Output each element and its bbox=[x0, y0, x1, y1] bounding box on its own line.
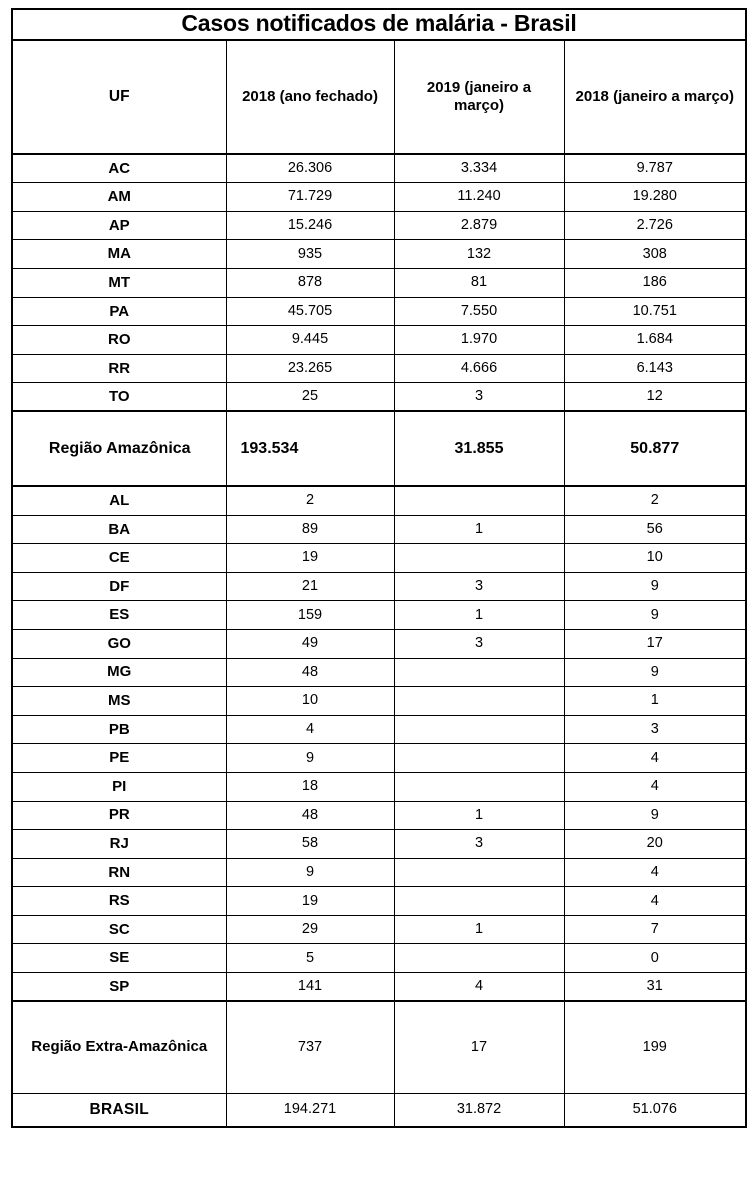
cell-uf: RO bbox=[12, 326, 226, 355]
cell-2018-ano-fechado: 45.705 bbox=[226, 297, 394, 326]
cell-2018-ano-fechado: 48 bbox=[226, 658, 394, 687]
cell-2018-ano-fechado: 9 bbox=[226, 744, 394, 773]
cell-2018-ano-fechado: 4 bbox=[226, 715, 394, 744]
subtotal-label-amazonica: Região Amazônica bbox=[12, 411, 226, 486]
table-row bbox=[12, 915, 746, 944]
cell-2019-jan-mar: 4 bbox=[394, 973, 564, 1002]
cell-2018-jan-mar: 9 bbox=[564, 572, 746, 601]
subtotal-extra-amazonica-2018-fechado: 737 bbox=[226, 1001, 394, 1093]
cell-uf: MA bbox=[12, 240, 226, 269]
cell-2019-jan-mar: 81 bbox=[394, 269, 564, 298]
cell-2018-jan-mar: 3 bbox=[564, 715, 746, 744]
table-row bbox=[12, 744, 746, 773]
cell-2019-jan-mar bbox=[394, 486, 564, 515]
cell-2018-ano-fechado: 49 bbox=[226, 629, 394, 658]
cell-2019-jan-mar bbox=[394, 887, 564, 916]
table-row bbox=[12, 240, 746, 269]
cell-uf: DF bbox=[12, 572, 226, 601]
cell-2019-jan-mar: 1 bbox=[394, 601, 564, 630]
cell-uf: SP bbox=[12, 973, 226, 1002]
cell-2018-jan-mar: 10.751 bbox=[564, 297, 746, 326]
subtotal-amazonica-2019-jan-mar: 31.855 bbox=[394, 411, 564, 486]
cell-2018-jan-mar: 9 bbox=[564, 601, 746, 630]
cell-uf: MS bbox=[12, 687, 226, 716]
cell-2019-jan-mar bbox=[394, 772, 564, 801]
cell-2018-ano-fechado: 9.445 bbox=[226, 326, 394, 355]
cell-2018-ano-fechado: 5 bbox=[226, 944, 394, 973]
cell-2019-jan-mar: 3 bbox=[394, 572, 564, 601]
table-row bbox=[12, 944, 746, 973]
cell-uf: PE bbox=[12, 744, 226, 773]
cell-2018-ano-fechado: 19 bbox=[226, 544, 394, 573]
cell-2018-jan-mar: 7 bbox=[564, 915, 746, 944]
cell-2019-jan-mar: 3 bbox=[394, 629, 564, 658]
cell-2019-jan-mar: 132 bbox=[394, 240, 564, 269]
table-row bbox=[12, 297, 746, 326]
cell-uf: RJ bbox=[12, 830, 226, 859]
table-row bbox=[12, 211, 746, 240]
subtotal-amazonica-2018-jan-mar: 50.877 bbox=[564, 411, 746, 486]
column-header-2018-jan-mar: 2018 (janeiro a março) bbox=[564, 40, 746, 154]
column-header-2019-jan-mar: 2019 (janeiro a março) bbox=[394, 40, 564, 154]
grand-total-label: BRASIL bbox=[12, 1093, 226, 1127]
cell-2018-ano-fechado: 9 bbox=[226, 858, 394, 887]
cell-2018-ano-fechado: 71.729 bbox=[226, 183, 394, 212]
cell-2019-jan-mar: 4.666 bbox=[394, 354, 564, 383]
table-row bbox=[12, 269, 746, 298]
cell-2018-jan-mar: 31 bbox=[564, 973, 746, 1002]
cell-2018-jan-mar: 9 bbox=[564, 658, 746, 687]
table-row bbox=[12, 629, 746, 658]
cell-uf: PR bbox=[12, 801, 226, 830]
cell-2019-jan-mar: 1 bbox=[394, 515, 564, 544]
cell-2019-jan-mar: 11.240 bbox=[394, 183, 564, 212]
cell-2018-ano-fechado: 29 bbox=[226, 915, 394, 944]
cell-2018-ano-fechado: 10 bbox=[226, 687, 394, 716]
cell-2018-ano-fechado: 878 bbox=[226, 269, 394, 298]
cell-2019-jan-mar: 3.334 bbox=[394, 154, 564, 183]
subtotal-amazonica-2018-fechado: 193.534 bbox=[226, 411, 394, 486]
cell-uf: AL bbox=[12, 486, 226, 515]
cell-2018-jan-mar: 19.280 bbox=[564, 183, 746, 212]
cell-2019-jan-mar bbox=[394, 715, 564, 744]
grand-total-2018-jan-mar: 51.076 bbox=[564, 1093, 746, 1127]
table-row bbox=[12, 801, 746, 830]
table-row bbox=[12, 772, 746, 801]
cell-uf: GO bbox=[12, 629, 226, 658]
table-body bbox=[12, 9, 746, 1127]
cell-uf: PB bbox=[12, 715, 226, 744]
cell-2019-jan-mar bbox=[394, 544, 564, 573]
cell-2019-jan-mar bbox=[394, 658, 564, 687]
cell-2018-ano-fechado: 89 bbox=[226, 515, 394, 544]
cell-2018-jan-mar: 4 bbox=[564, 858, 746, 887]
cell-2018-ano-fechado: 935 bbox=[226, 240, 394, 269]
table-row bbox=[12, 515, 746, 544]
cell-uf: PA bbox=[12, 297, 226, 326]
cell-2018-ano-fechado: 159 bbox=[226, 601, 394, 630]
cell-2018-ano-fechado: 21 bbox=[226, 572, 394, 601]
cell-uf: AC bbox=[12, 154, 226, 183]
subtotal-extra-amazonica-2018-jan-mar: 199 bbox=[564, 1001, 746, 1093]
table-row bbox=[12, 858, 746, 887]
cell-2018-ano-fechado: 15.246 bbox=[226, 211, 394, 240]
subtotal-label-extra-amazonica: Região Extra-Amazônica bbox=[12, 1001, 226, 1093]
table-row bbox=[12, 658, 746, 687]
table-row bbox=[12, 326, 746, 355]
cell-2018-jan-mar: 308 bbox=[564, 240, 746, 269]
table-title-row bbox=[12, 9, 746, 40]
table-row bbox=[12, 973, 746, 1002]
table-row bbox=[12, 486, 746, 515]
cell-2018-jan-mar: 186 bbox=[564, 269, 746, 298]
cell-2018-ano-fechado: 2 bbox=[226, 486, 394, 515]
cell-2019-jan-mar: 1 bbox=[394, 801, 564, 830]
cell-uf: PI bbox=[12, 772, 226, 801]
cell-2018-ano-fechado: 26.306 bbox=[226, 154, 394, 183]
cell-2019-jan-mar bbox=[394, 944, 564, 973]
cell-uf: MT bbox=[12, 269, 226, 298]
cell-2019-jan-mar: 3 bbox=[394, 383, 564, 412]
cell-uf: AM bbox=[12, 183, 226, 212]
grand-total-2018-fechado: 194.271 bbox=[226, 1093, 394, 1127]
cell-2018-jan-mar: 4 bbox=[564, 887, 746, 916]
cell-2019-jan-mar bbox=[394, 687, 564, 716]
cell-2018-ano-fechado: 58 bbox=[226, 830, 394, 859]
cell-2018-jan-mar: 0 bbox=[564, 944, 746, 973]
cell-2018-ano-fechado: 19 bbox=[226, 887, 394, 916]
column-header-2018-ano-fechado: 2018 (ano fechado) bbox=[226, 40, 394, 154]
cell-2018-jan-mar: 6.143 bbox=[564, 354, 746, 383]
cell-uf: BA bbox=[12, 515, 226, 544]
table-row bbox=[12, 830, 746, 859]
table-row bbox=[12, 887, 746, 916]
cell-2018-jan-mar: 20 bbox=[564, 830, 746, 859]
cell-uf: RN bbox=[12, 858, 226, 887]
cell-uf: SE bbox=[12, 944, 226, 973]
cell-uf: RR bbox=[12, 354, 226, 383]
column-header-uf: UF bbox=[12, 40, 226, 154]
cell-uf: CE bbox=[12, 544, 226, 573]
cell-2018-jan-mar: 1.684 bbox=[564, 326, 746, 355]
cell-2018-jan-mar: 2.726 bbox=[564, 211, 746, 240]
table-row bbox=[12, 687, 746, 716]
grand-total-2019-jan-mar: 31.872 bbox=[394, 1093, 564, 1127]
table-row bbox=[12, 154, 746, 183]
cell-2018-ano-fechado: 141 bbox=[226, 973, 394, 1002]
cell-2018-ano-fechado: 18 bbox=[226, 772, 394, 801]
cell-uf: RS bbox=[12, 887, 226, 916]
cell-2018-jan-mar: 1 bbox=[564, 687, 746, 716]
cell-2018-jan-mar: 9 bbox=[564, 801, 746, 830]
table-row bbox=[12, 183, 746, 212]
subtotal-row-extra-amazonica bbox=[12, 1001, 746, 1093]
cell-2018-jan-mar: 17 bbox=[564, 629, 746, 658]
table-row bbox=[12, 572, 746, 601]
column-header-row bbox=[12, 40, 746, 154]
cell-uf: TO bbox=[12, 383, 226, 412]
cell-2018-jan-mar: 9.787 bbox=[564, 154, 746, 183]
cell-uf: SC bbox=[12, 915, 226, 944]
cell-uf: ES bbox=[12, 601, 226, 630]
cell-2018-ano-fechado: 48 bbox=[226, 801, 394, 830]
cell-2018-jan-mar: 12 bbox=[564, 383, 746, 412]
cell-2018-jan-mar: 2 bbox=[564, 486, 746, 515]
cell-2019-jan-mar: 7.550 bbox=[394, 297, 564, 326]
malaria-cases-table bbox=[11, 8, 747, 1128]
cell-2019-jan-mar: 1 bbox=[394, 915, 564, 944]
cell-2018-ano-fechado: 23.265 bbox=[226, 354, 394, 383]
cell-2018-jan-mar: 4 bbox=[564, 744, 746, 773]
table-row bbox=[12, 544, 746, 573]
cell-2019-jan-mar: 3 bbox=[394, 830, 564, 859]
cell-2019-jan-mar: 1.970 bbox=[394, 326, 564, 355]
cell-2019-jan-mar bbox=[394, 744, 564, 773]
grand-total-row-brasil bbox=[12, 1093, 746, 1127]
subtotal-extra-amazonica-2019-jan-mar: 17 bbox=[394, 1001, 564, 1093]
table-row bbox=[12, 383, 746, 412]
cell-2018-ano-fechado: 25 bbox=[226, 383, 394, 412]
cell-uf: MG bbox=[12, 658, 226, 687]
cell-2019-jan-mar: 2.879 bbox=[394, 211, 564, 240]
page-title: Casos notificados de malária - Brasil bbox=[12, 9, 746, 40]
table-row bbox=[12, 715, 746, 744]
cell-2019-jan-mar bbox=[394, 858, 564, 887]
table-row bbox=[12, 354, 746, 383]
cell-2018-jan-mar: 4 bbox=[564, 772, 746, 801]
cell-2018-jan-mar: 56 bbox=[564, 515, 746, 544]
cell-2018-jan-mar: 10 bbox=[564, 544, 746, 573]
subtotal-row-amazonica bbox=[12, 411, 746, 486]
table-row bbox=[12, 601, 746, 630]
cell-uf: AP bbox=[12, 211, 226, 240]
